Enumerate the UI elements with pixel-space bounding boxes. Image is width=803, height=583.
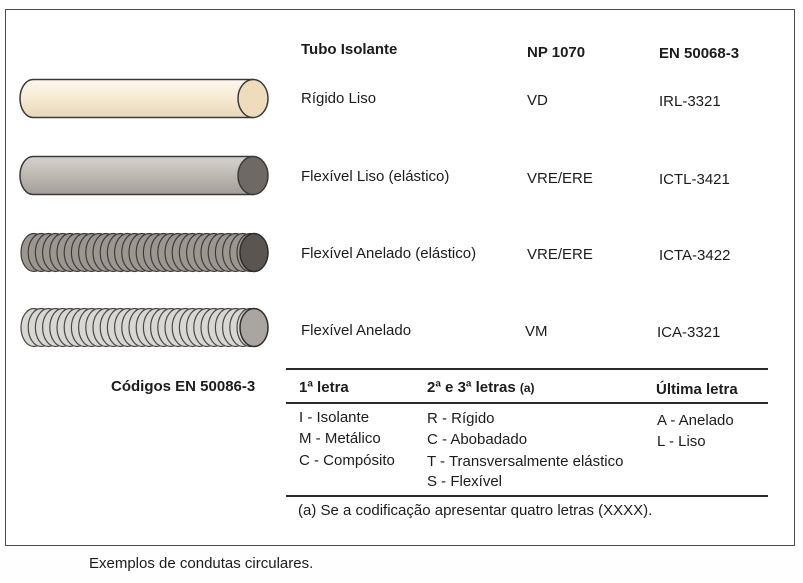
col3-item-1: A - Anelado xyxy=(657,412,734,429)
col1-item-3: C - Compósito xyxy=(299,452,395,469)
col1-item-1: I - Isolante xyxy=(299,409,370,426)
codes-col2-header: 2ª e 3ª letras (a) xyxy=(427,379,535,396)
row-4-np: VM xyxy=(525,323,548,340)
col2-item-3: T - Transversalmente elástico xyxy=(427,453,624,470)
header-en: EN 50068-3 xyxy=(659,45,740,62)
row-1-name: Rígido Liso xyxy=(301,90,377,107)
tube-rigid-smooth-illustration xyxy=(19,78,271,119)
row-4-name: Flexível Anelado xyxy=(301,322,412,339)
tube-flexible-ringed-elastic-illustration xyxy=(19,232,271,273)
col2-item-2: C - Abobadado xyxy=(427,431,528,448)
figure-caption: Exemplos de condutas circulares. xyxy=(89,555,314,572)
codes-header-rule xyxy=(286,402,768,404)
row-1-np: VD xyxy=(527,92,548,109)
col2-item-1: R - Rígido xyxy=(427,410,495,427)
header-tube: Tubo Isolante xyxy=(301,41,398,58)
row-4-en: ICA-3321 xyxy=(657,324,721,341)
row-3-en: ICTA-3422 xyxy=(659,247,731,264)
tube-flexible-ringed-illustration xyxy=(19,307,271,348)
codes-bottom-rule xyxy=(286,495,768,497)
row-2-np: VRE/ERE xyxy=(527,170,593,187)
codes-col1-header: 1ª letra xyxy=(299,379,349,396)
row-3-name: Flexível Anelado (elástico) xyxy=(301,245,477,262)
row-3-np: VRE/ERE xyxy=(527,246,593,263)
codes-top-rule xyxy=(286,368,768,370)
row-2-en: ICTL-3421 xyxy=(659,171,730,188)
codes-label: Códigos EN 50086-3 xyxy=(111,378,256,395)
col3-item-2: L - Liso xyxy=(657,433,706,450)
col2-item-4: S - Flexível xyxy=(427,473,503,490)
row-1-en: IRL-3321 xyxy=(659,93,721,110)
col1-item-2: M - Metálico xyxy=(299,430,381,447)
row-2-name: Flexível Liso (elástico) xyxy=(301,168,450,185)
tube-flexible-smooth-illustration xyxy=(19,155,271,196)
codes-col3-header: Última letra xyxy=(656,381,738,398)
header-np: NP 1070 xyxy=(527,44,586,61)
footnote: (a) Se a codificação apresentar quatro letras (XXXX). xyxy=(298,502,653,519)
